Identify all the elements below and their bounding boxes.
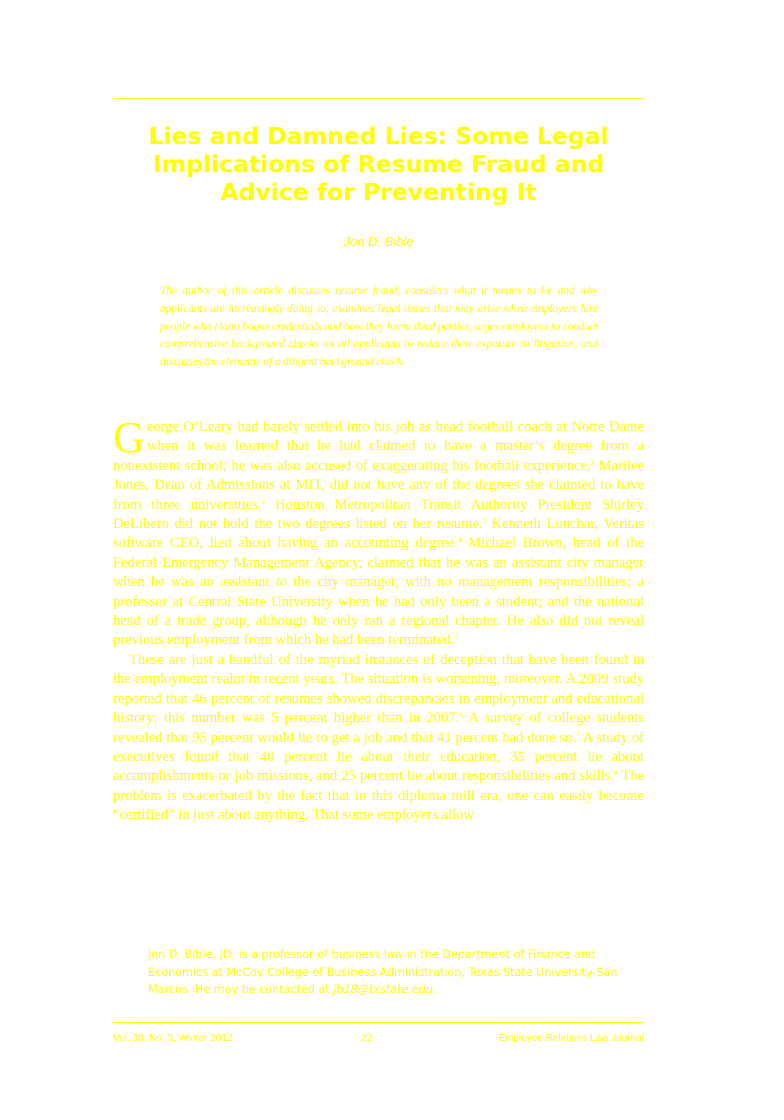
footnote-ref[interactable]: 1 [590, 458, 595, 467]
body-text: Houston Metropolitan Transit Authority President Shirley DeLibero did not hold the two degrees listed on her resume. [113, 496, 645, 533]
bio-end: . [432, 983, 437, 996]
bottom-rule [113, 1022, 644, 1023]
body-text: Marilee Jones, Dean of Admissions at MIT, did not have any of the degrees she claimed to have from three universities. [113, 457, 644, 513]
footnote-ref[interactable]: 6 [459, 711, 463, 720]
author-email[interactable]: jb18@txstate.edu [333, 983, 433, 996]
body-text: A survey of college students revealed that 95 percent would lie to get a job and that 41 percent had done so. [113, 710, 644, 746]
title-line: Advice for Preventing It [220, 178, 537, 206]
page-number: 22 [361, 1033, 373, 1044]
body-text: A study of executives found that 40 percent lie about their education, 35 percent lie about accomplishments or job missions, and 25 percent lie about responsibilities and skills. [113, 729, 645, 785]
author-name: Jon D. Bible [343, 234, 414, 249]
title-line: Lies and Damned Lies: Some Legal [148, 122, 609, 150]
body-text: the city manager, with no management responsibilities; a professor at Central State University when he had only been a student; and the national head of a trade group, although he only ran a regional chapter. He also did not reveal previous employment from which he had been terminated. [113, 574, 644, 649]
footnote-ref[interactable]: 4 [457, 536, 462, 545]
journal-name: Employee Relations Law Journal [498, 1033, 644, 1044]
body-text: eorge O’Leary had barely settled into his job as head football coach at Notre Dame when it was learned that he had claimed to have a master’s degree from a nonexistent school; he was also accused of exaggerating his football experience. [113, 419, 644, 474]
bio-text: Jon D. Bible, JD, is a professor of business law in the Department of Finance and Economics at McCoy College of Business Administration, Texas State University-San Marcos. He may be contacted at [148, 948, 618, 996]
footnote-ref[interactable]: 8 [614, 769, 618, 778]
body-emphasis: to [275, 574, 287, 591]
top-rule [113, 98, 644, 99]
footnote-ref[interactable]: 5 [454, 633, 458, 642]
title-line: Implications of Resume Fraud and [152, 150, 605, 178]
footnote-ref[interactable]: 7 [576, 730, 580, 739]
body-text: These are just a handful of the myriad instances of deception that have been found in the employment realm in recent years. The situation is worsening, moreover. A 2009 study reported that 46 percent of resumes showed discrepancies in employment and educational history; this number was 5 percent higher than in 2007. [113, 651, 644, 727]
body-text: The problem is exacerbated by the fact that in this diploma mill era, one can easily become “certified” in just about anything. That some employers allow [113, 768, 644, 824]
author-bio [148, 946, 618, 999]
body-text: Michael Brown, head of the Federal Emergency Management Agency, claimed that he was an assistant city manager when he was an assistant [113, 535, 645, 591]
journal-issue: Vol. 38, No. 3, Winter 2012 [113, 1033, 233, 1044]
article-body [113, 413, 645, 826]
body-text: Kenneth Lonchar, Veritas software CEO, lied about having an accounting degree. [113, 516, 644, 552]
abstract: The author of this article discusses resume fraud, considers what it means to lie and why applicants are increasingly doing so, examines legal issues that may arise when employers hire people who claim bogus credentials and how they harm third parties, urges employers to conduct comprehensive background checks on all applicants to reduce their exposure to litigation, and discusses the elements of a diligent background check. [160, 284, 598, 369]
body-paragraph [113, 413, 645, 651]
drop-cap: G [113, 413, 145, 462]
footnote-ref[interactable]: 3 [482, 517, 486, 526]
body-paragraph [113, 651, 644, 826]
footnote-ref[interactable]: 2 [261, 497, 266, 506]
article-title [113, 122, 644, 206]
